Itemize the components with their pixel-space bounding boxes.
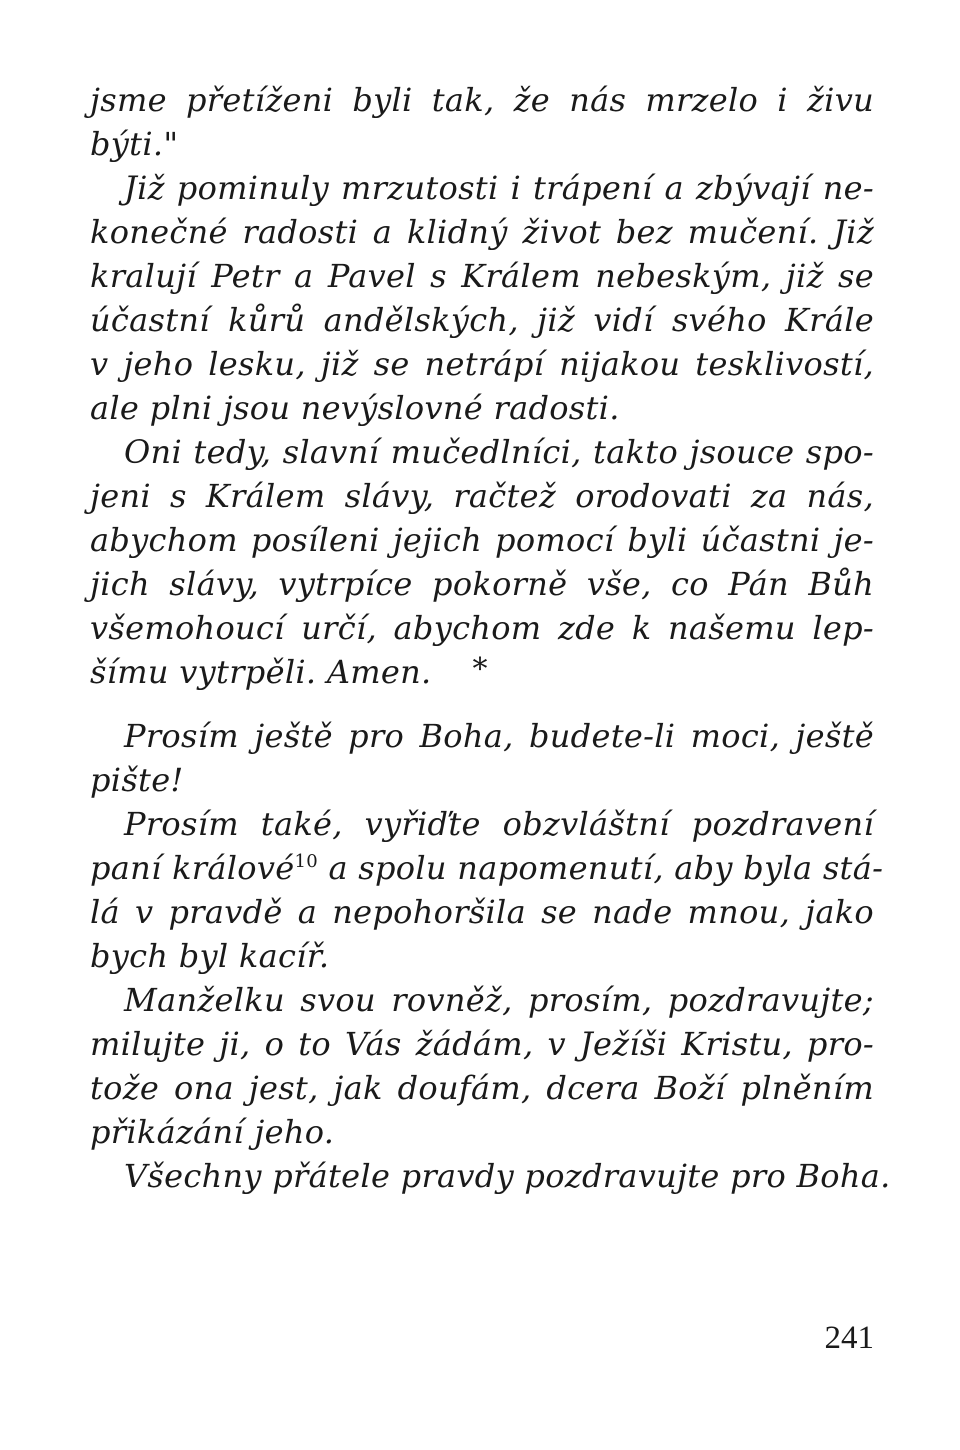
text-line: lá v pravdě a nepohoršila se nade mnou, jako [90,893,874,931]
text-line: milujte ji, o to Vás žádám, v Ježíši Kristu, pro- [90,1025,874,1063]
text-line: bych byl kacíř. [90,937,330,975]
text-line: šímu vytrpěli. Amen. [90,653,432,691]
text-line: Manželku svou rovněž, prosím, pozdravujte; [124,981,874,1019]
text-line: abychom posíleni jejich pomocí byli účastni je- [90,521,874,559]
text-line: ale plni jsou nevýslovné radosti. [90,389,620,427]
text-line: konečné radosti a klidný život bez mučení. Již [90,213,874,251]
text-line: Oni tedy, slavní mučedlníci, takto jsouce spo- [124,433,874,471]
text-line: Prosím ještě pro Boha, budete-li moci, ještě [124,717,874,755]
text-line: býti." [90,125,179,163]
text-line: Již pominuly mrzutosti i trápení a zbývají ne- [124,169,874,207]
text-line: jeni s Králem slávy, račtež orodovati za nás, [90,477,874,515]
text-line: přikázání jeho. [90,1113,335,1151]
text-line [90,846,884,890]
text-line: všemohoucí určí, abychom zde k našemu lep- [90,609,874,647]
page-number: 241 [824,1320,874,1356]
text-line: jsme přetíženi byli tak, že nás mrzelo i živu [90,81,874,119]
text-line: tože ona jest, jak doufám, dcera Boží plněním [90,1069,874,1107]
text-line: kralují Petr a Pavel s Králem nebeským, již se [90,257,874,295]
text-line: Prosím také, vyřiďte obzvláštní pozdravení [124,805,874,843]
text-line: účastní kůrů andělských, již vidí svého Krále [90,301,874,339]
section-separator: * [472,652,488,687]
text-line: Všechny přátele pravdy pozdravujte pro Boha. [124,1157,891,1195]
text-line: v jeho lesku, již se netrápí nijakou tesklivostí, [90,345,874,383]
footnote-marker: 10 [294,851,318,872]
text-line: pište! [90,761,184,799]
text-fragment: paní králové [90,849,295,887]
text-line: jich slávy, vytrpíce pokorně vše, co Pán Bůh [90,565,874,603]
text-fragment: a spolu napomenutí, aby byla stá- [317,849,884,887]
